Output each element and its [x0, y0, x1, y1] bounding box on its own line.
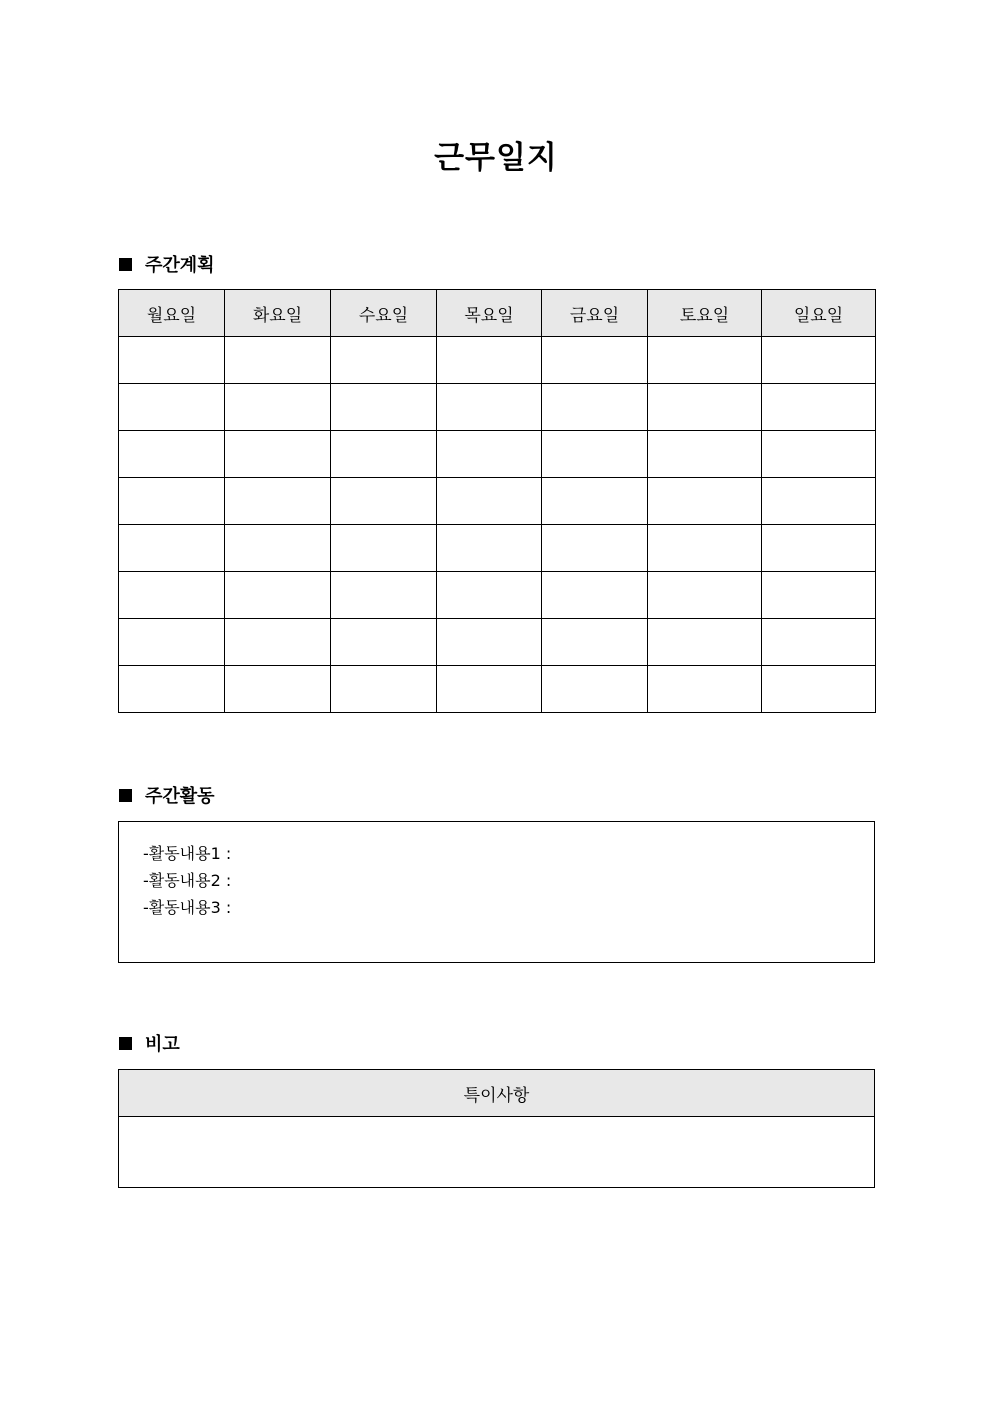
plan-cell: [331, 666, 437, 713]
plan-cell: [119, 572, 225, 619]
plan-cell: [225, 525, 331, 572]
plan-cell: [542, 572, 648, 619]
notes-heading: [119, 1030, 180, 1056]
plan-cell: [437, 572, 542, 619]
column-header-tue: 화요일: [225, 290, 331, 337]
plan-cell: [542, 431, 648, 478]
activity-item-3: -활동내용3 :: [143, 898, 232, 917]
plan-cell: [648, 666, 762, 713]
special-notes-cell: [119, 1117, 875, 1188]
weekly-plan-heading: [119, 251, 215, 277]
plan-cell: [119, 431, 225, 478]
weekly-plan-table: [118, 289, 876, 713]
plan-cell: [648, 384, 762, 431]
plan-cell: [331, 337, 437, 384]
plan-cell: [542, 384, 648, 431]
square-bullet-icon: [119, 789, 132, 802]
plan-cell: [648, 431, 762, 478]
plan-cell: [648, 572, 762, 619]
table-row: [119, 431, 876, 478]
weekly-activity-box: [118, 821, 875, 963]
square-bullet-icon: [119, 258, 132, 271]
plan-cell: [331, 478, 437, 525]
plan-cell: [331, 619, 437, 666]
plan-cell: [437, 478, 542, 525]
table-row: [119, 384, 876, 431]
activity-item-2: -활동내용2 :: [143, 871, 232, 890]
weekly-activity-heading-label: 주간활동: [145, 786, 215, 807]
table-row: [119, 478, 876, 525]
plan-cell: [542, 666, 648, 713]
column-header-fri: 금요일: [542, 290, 648, 337]
plan-cell: [437, 337, 542, 384]
table-row: [119, 525, 876, 572]
column-header-sat: 토요일: [648, 290, 762, 337]
plan-cell: [542, 619, 648, 666]
plan-cell: [331, 431, 437, 478]
plan-cell: [648, 619, 762, 666]
column-header-mon: 월요일: [119, 290, 225, 337]
plan-cell: [119, 619, 225, 666]
notes-content-row: [119, 1117, 875, 1188]
plan-cell: [437, 431, 542, 478]
plan-cell: [762, 525, 876, 572]
plan-cell: [225, 619, 331, 666]
plan-cell: [225, 572, 331, 619]
plan-cell: [331, 525, 437, 572]
plan-cell: [542, 337, 648, 384]
plan-cell: [648, 525, 762, 572]
table-row: [119, 337, 876, 384]
notes-header-row: [119, 1070, 875, 1117]
plan-cell: [437, 666, 542, 713]
weekly-plan-heading-label: 주간계획: [145, 255, 215, 276]
plan-cell: [648, 478, 762, 525]
plan-cell: [119, 525, 225, 572]
column-header-wed: 수요일: [331, 290, 437, 337]
plan-cell: [437, 384, 542, 431]
plan-cell: [762, 619, 876, 666]
plan-cell: [225, 431, 331, 478]
plan-cell: [762, 478, 876, 525]
table-row: [119, 572, 876, 619]
square-bullet-icon: [119, 1037, 132, 1050]
plan-cell: [331, 572, 437, 619]
column-header-sun: 일요일: [762, 290, 876, 337]
plan-cell: [119, 384, 225, 431]
plan-cell: [762, 337, 876, 384]
plan-cell: [762, 572, 876, 619]
table-row: [119, 619, 876, 666]
weekly-plan-header-row: [119, 290, 876, 337]
notes-heading-label: 비고: [145, 1034, 180, 1055]
plan-cell: [762, 431, 876, 478]
plan-cell: [119, 478, 225, 525]
activity-item-1: -활동내용1 :: [143, 844, 232, 863]
plan-cell: [225, 666, 331, 713]
plan-cell: [542, 478, 648, 525]
column-header-thu: 목요일: [437, 290, 542, 337]
plan-cell: [762, 666, 876, 713]
special-notes-header: 특이사항: [119, 1070, 875, 1117]
document-title: 근무일지: [434, 140, 558, 176]
activity-list: [143, 840, 231, 921]
plan-cell: [225, 337, 331, 384]
table-row: [119, 666, 876, 713]
plan-cell: [762, 384, 876, 431]
notes-table: [118, 1069, 875, 1188]
plan-cell: [542, 525, 648, 572]
plan-cell: [437, 619, 542, 666]
weekly-activity-heading: [119, 782, 215, 808]
plan-cell: [437, 525, 542, 572]
plan-cell: [225, 384, 331, 431]
plan-cell: [225, 478, 331, 525]
plan-cell: [331, 384, 437, 431]
plan-cell: [119, 337, 225, 384]
plan-cell: [648, 337, 762, 384]
plan-cell: [119, 666, 225, 713]
